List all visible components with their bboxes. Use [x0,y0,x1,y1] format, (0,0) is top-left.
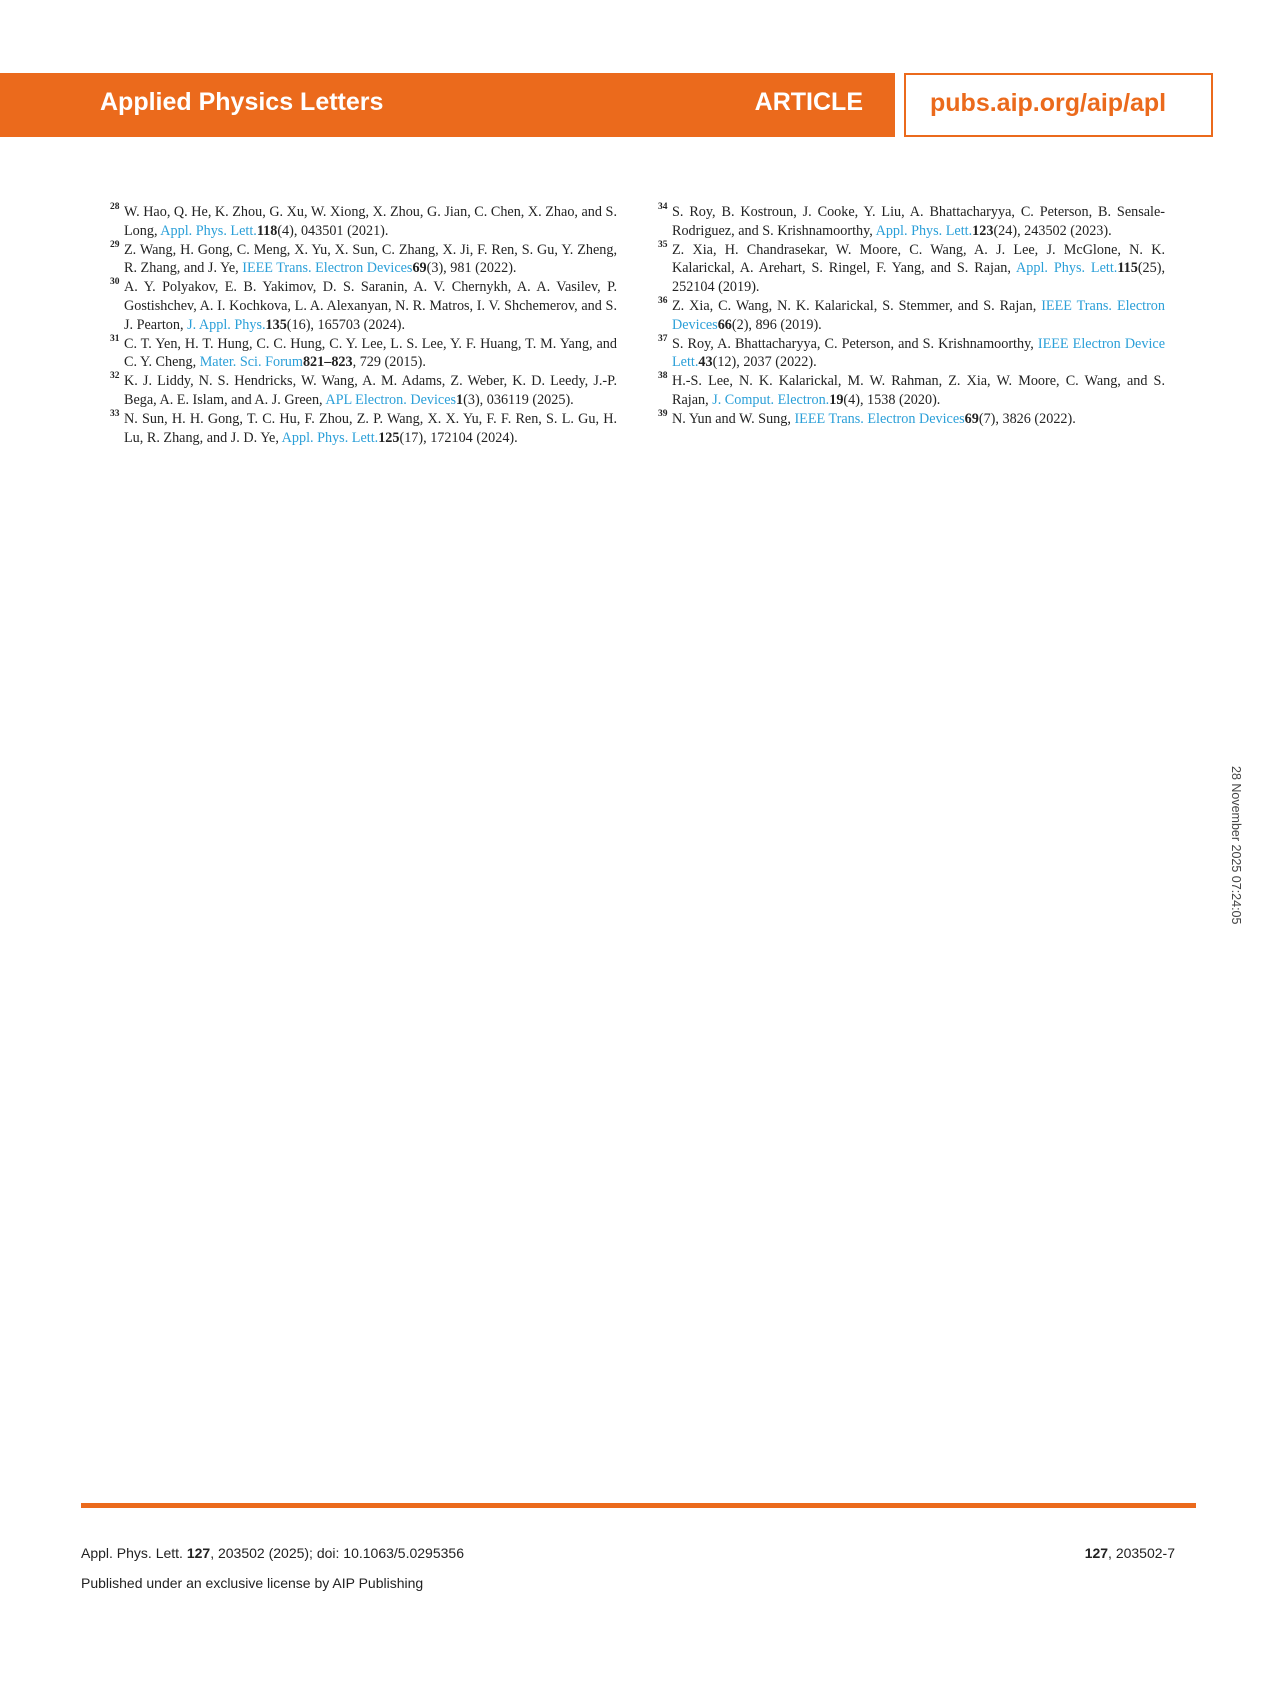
journal-header-bar [0,73,895,137]
reference-journal-link[interactable]: Mater. Sci. Forum [199,354,303,371]
reference-item [660,203,1165,241]
reference-item [112,335,617,373]
journal-url-box[interactable] [904,73,1213,137]
reference-details: (24), 243502 (2023). [993,222,1112,239]
reference-details: (12), 2037 (2022). [712,354,817,371]
reference-volume: 66 [717,316,732,333]
reference-authors: Z. Wang, H. Gong, C. Meng, X. Yu, X. Sun, C. Zhang, X. Ji, F. Ren, S. Gu, Y. Zheng, R. Zhang, and J. Ye, [124,241,617,277]
reference-volume: 123 [972,222,994,239]
footer-citation [81,1545,464,1561]
reference-volume: 118 [256,222,278,239]
reference-volume: 69 [412,260,427,277]
reference-volume: 19 [829,391,844,408]
reference-number: 30 [110,277,120,288]
reference-authors: C. T. Yen, H. T. Hung, C. C. Hung, C. Y. Lee, L. S. Lee, Y. F. Huang, T. M. Yang, and C. Y. Cheng, [124,335,617,371]
reference-details: (17), 172104 (2024). [399,429,518,446]
reference-details: (25), 252104 (2019). [672,260,1165,296]
reference-volume: 135 [265,316,287,333]
reference-journal-link[interactable]: IEEE Trans. Electron Devices [794,410,965,427]
reference-volume: 821–823 [302,354,353,371]
reference-journal-link[interactable]: Appl. Phys. Lett. [1016,260,1118,277]
reference-journal-link[interactable]: IEEE Trans. Electron Devices [242,260,413,277]
reference-details: (4), 043501 (2021). [277,222,389,239]
reference-details: (3), 036119 (2025). [463,391,574,408]
reference-volume: 43 [698,354,713,371]
reference-journal-link[interactable]: Appl. Phys. Lett. [875,222,973,239]
reference-journal-link[interactable]: IEEE Electron Device Lett. [672,335,1165,371]
reference-item [660,241,1165,297]
reference-number: 28 [110,202,120,212]
reference-item [112,372,617,410]
reference-authors: Z. Xia, C. Wang, N. K. Kalarickal, S. Stemmer, and S. Rajan, [672,297,1042,314]
journal-url-link[interactable]: pubs.aip.org/aip/apl [930,89,1167,117]
references-right-column [660,203,1165,429]
reference-volume: 69 [964,410,979,427]
download-timestamp: 28 November 2025 07:24:05 [1229,766,1243,925]
reference-number: 35 [658,239,668,250]
reference-item [112,203,617,241]
reference-journal-link[interactable]: J. Comput. Electron. [712,391,830,408]
reference-number: 34 [658,202,668,212]
reference-details: (3), 981 (2022). [426,260,517,277]
reference-authors: K. J. Liddy, N. S. Hendricks, W. Wang, A. M. Adams, Z. Weber, K. D. Leedy, J.-P. Bega, A. E. Islam, and A. J. Green, [124,373,617,408]
reference-journal-link[interactable]: J. Appl. Phys. [187,316,266,333]
reference-number: 31 [110,333,120,344]
reference-details: (16), 165703 (2024). [286,316,406,333]
reference-authors: A. Y. Polyakov, E. B. Yakimov, D. S. Saranin, A. V. Chernykh, A. A. Vasilev, P. Gostishchev, A. I. Kochkova, L. A. Alexanyan, N. R. Matros, I. V. Shchemerov, and S. J. Pearton, [124,279,617,333]
reference-details: (2), 896 (2019). [731,316,822,333]
reference-volume: 115 [1117,260,1138,277]
reference-journal-link[interactable]: IEEE Trans. Electron Devices [672,297,1165,333]
reference-authors: Z. Xia, H. Chandrasekar, W. Moore, C. Wang, A. J. Lee, J. McGlone, N. K. Kalarickal, A. Arehart, S. Ringel, F. Yang, and S. Rajan, [672,241,1165,277]
reference-number: 37 [658,333,668,344]
reference-item [112,241,617,279]
reference-details: , 729 (2015). [352,354,426,371]
reference-authors: H.-S. Lee, N. K. Kalarickal, M. W. Rahman, Z. Xia, W. Moore, C. Wang, and S. Rajan, [672,373,1165,408]
footer-citation-pre: Appl. Phys. Lett. [81,1545,187,1561]
reference-number: 32 [110,371,120,382]
reference-number: 38 [658,371,668,382]
reference-number: 29 [110,239,120,250]
reference-number: 36 [658,295,668,306]
reference-authors: S. Roy, B. Kostroun, J. Cooke, Y. Liu, A. Bhattacharyya, C. Peterson, B. Sensale-Rodriguez, and S. Krishnamoorthy, [672,204,1165,239]
footer-citation-volume: 127 [186,1545,211,1561]
reference-item [660,335,1165,373]
reference-number: 39 [658,408,668,419]
reference-item [660,410,1165,429]
reference-authors: N. Yun and W. Sung, [672,410,795,427]
reference-details: (7), 3826 (2022). [978,410,1076,427]
footer-page-post: , 203502-7 [1108,1545,1175,1561]
reference-item [112,278,617,334]
reference-authors: W. Hao, Q. He, K. Zhou, G. Xu, W. Xiong, X. Zhou, G. Jian, C. Chen, X. Zhao, and S. Long, [124,204,617,239]
footer-rule [81,1503,1196,1508]
footer-page-volume: 127 [1084,1545,1109,1561]
reference-item [660,297,1165,335]
footer-citation-post: , 203502 (2025); doi: 10.1063/5.0295356 [210,1545,464,1561]
reference-volume: 125 [378,429,400,446]
reference-item [112,410,617,448]
reference-journal-link[interactable]: Appl. Phys. Lett. [160,222,257,239]
reference-journal-link[interactable]: APL Electron. Devices [325,391,457,408]
reference-volume: 1 [456,391,464,408]
footer-license: Published under an exclusive license by AIP Publishing [81,1575,424,1591]
reference-number: 33 [110,408,120,419]
references-left-column [112,203,617,447]
footer-page-number [1085,1545,1175,1561]
reference-details: (4), 1538 (2020). [843,391,941,408]
reference-authors: S. Roy, A. Bhattacharyya, C. Peterson, and S. Krishnamoorthy, [672,335,1038,352]
reference-authors: N. Sun, H. H. Gong, T. C. Hu, F. Zhou, Z. P. Wang, X. X. Yu, F. F. Ren, S. L. Gu, H. Lu, R. Zhang, and J. D. Ye, [124,410,617,446]
article-label: ARTICLE [754,88,863,116]
reference-journal-link[interactable]: Appl. Phys. Lett. [281,429,379,446]
reference-item [660,372,1165,410]
journal-title: Applied Physics Letters [100,88,384,116]
